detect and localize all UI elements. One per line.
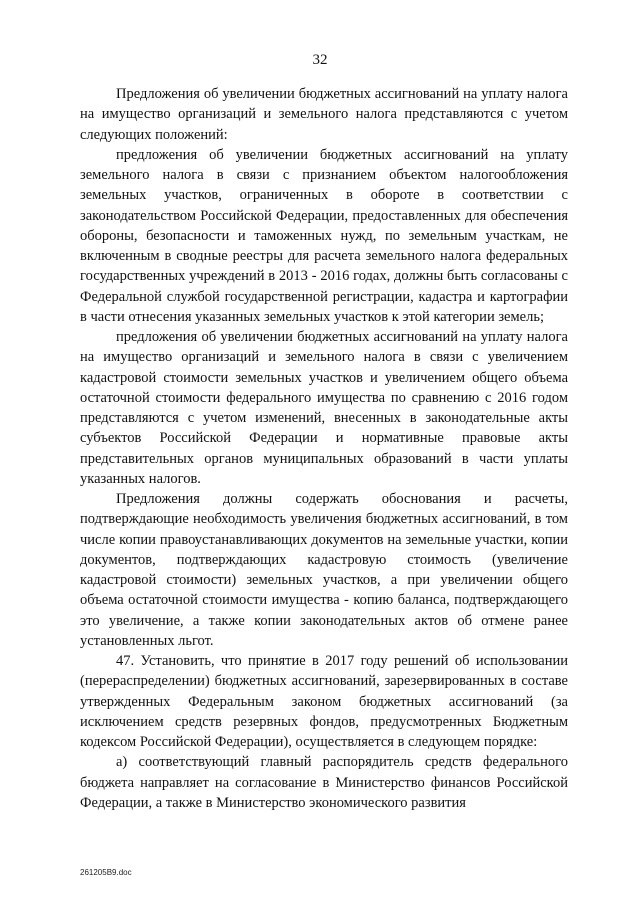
paragraph: Предложения об увеличении бюджетных ассигнований на уплату налога на имущество организаций и земельного налога представляются с учетом следующих положений:: [80, 86, 568, 143]
paragraph: предложения об увеличении бюджетных ассигнований на уплату земельного налога в связи с признанием объектом налогообложения земельных участков, ограниченных в обороте в соответствии с законодательством Российской Федерации, предоставленных для обеспечения обороны, безопасности и таможенных нужд, по земельным участкам, не включенным в сводные реестры для расчета земельного налога федеральных государственных учреждений в 2013 - 2016 годах, должны быть согласованы с Федеральной службой государственной регистрации, кадастра и картографии в части отнесения указанных земельных участков к этой категории земель;: [80, 146, 568, 325]
document-body: [80, 84, 568, 813]
footer-file-code: 261205B9.doc: [80, 868, 132, 877]
paragraph: 47. Установить, что принятие в 2017 году решений об использовании (перераспределении) бюджетных ассигнований, зарезервированных в составе утвержденных Федеральным законом бюджетных ассигнований (за исключением средств резервных фондов, предусмотренных Бюджетным кодексом Российской Федерации), осуществляется в следующем порядке:: [80, 653, 568, 750]
paragraph: а) соответствующий главный распорядитель средств федерального бюджета направляет на согласование в Министерство финансов Российской Федерации, а также в Министерство экономического развития: [80, 754, 568, 811]
paragraph: Предложения должны содержать обоснования и расчеты, подтверждающие необходимость увеличения бюджетных ассигнований, в том числе копии правоустанавливающих документов на земельные участки, копии документов, подтверждающих кадастровую стоимость (увеличение кадастровой стоимости) земельных участков, а при увеличении общего объема остаточной стоимости имущества - копию баланса, подтверждающего это увеличение, а также копии законодательных актов об отмене ранее установленных льгот.: [80, 491, 568, 649]
paragraph: предложения об увеличении бюджетных ассигнований на уплату налога на имущество организаций и земельного налога в связи с увеличением кадастровой стоимости земельных участков и увеличением общего объема остаточной стоимости федерального имущества по сравнению с 2016 годом представляются с учетом изменений, внесенных в законодательные акты субъектов Российской Федерации и нормативные правовые акты представительных органов муниципальных образований в части уплаты указанных налогов.: [80, 329, 568, 487]
page-number: 32: [312, 52, 328, 68]
